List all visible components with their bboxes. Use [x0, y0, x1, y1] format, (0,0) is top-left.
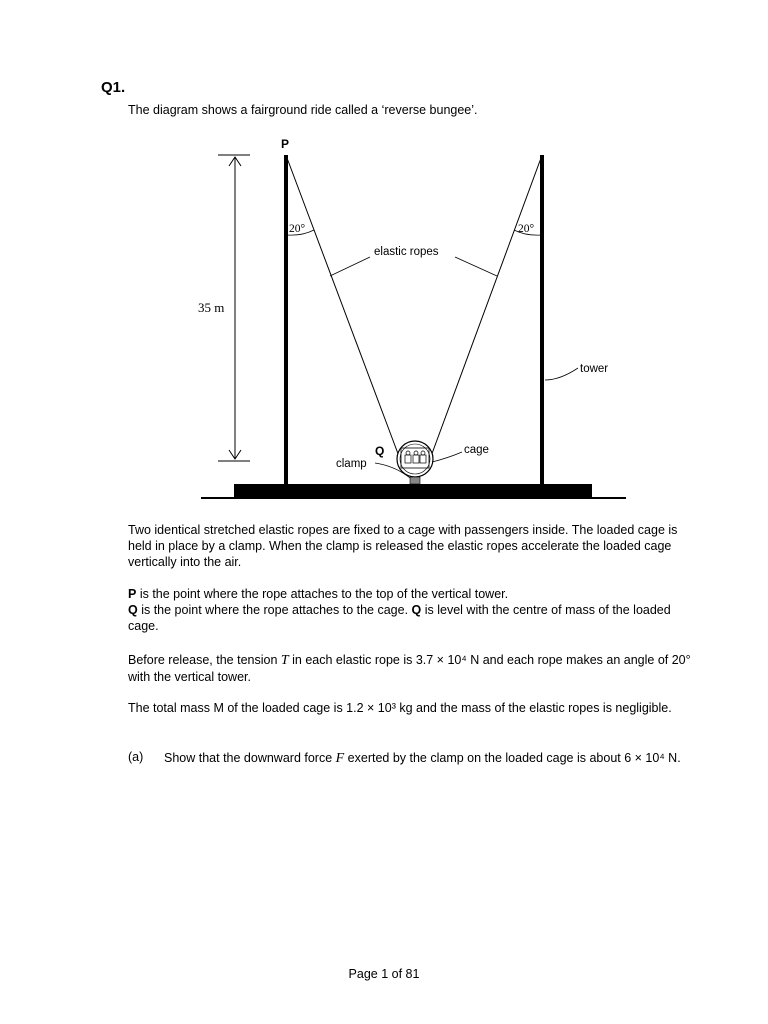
- force-symbol: F: [335, 751, 345, 766]
- paragraph-tension: [128, 652, 698, 685]
- paragraph-ropes: Two identical stretched elastic ropes are fixed to a cage with passengers inside. The loaded cage is held in place by a clamp. When the clamp is released the elastic ropes accelerate the loaded cage vertically into the air.: [128, 523, 678, 569]
- q-description: is the point where the rope attaches to the cage.: [137, 603, 412, 617]
- reverse-bungee-diagram: [0, 130, 768, 510]
- paragraph-point-p: [128, 586, 698, 602]
- height-label: 35 m: [198, 300, 225, 315]
- tension-symbol: T: [280, 653, 289, 668]
- paragraph-point-q: [128, 602, 698, 634]
- right-tower: [540, 155, 544, 485]
- point-q-label: Q: [375, 444, 385, 458]
- tower-label: tower: [580, 363, 609, 375]
- question-intro: The diagram shows a fairground ride called a ‘reverse bungee’.: [128, 103, 478, 117]
- paragraph-mass: The total mass M of the loaded cage is 1.2 × 10³ kg and the mass of the elastic ropes is negligible.: [128, 701, 672, 715]
- q-description-2: is level with the centre of mass of the loaded cage.: [128, 603, 671, 633]
- question-number: Q1.: [101, 79, 126, 96]
- point-p-label: P: [281, 137, 290, 151]
- clamp: [410, 477, 420, 484]
- tension-text-b: in each elastic rope is 3.7 × 10⁴ N and each rope makes an angle of 20° with the vertical tower.: [128, 653, 691, 684]
- left-tower: [284, 155, 288, 485]
- part-a-text-a: Show that the downward force: [164, 751, 336, 765]
- right-elastic-rope: [430, 158, 541, 459]
- part-a-text-b: exerted by the clamp on the loaded cage is about 6 × 10⁴ N.: [344, 751, 681, 765]
- part-a-text: [164, 750, 704, 767]
- part-a-label: (a): [128, 750, 144, 764]
- p-description: is the point where the rope attaches to the top of the vertical tower.: [136, 587, 509, 601]
- bold-q-2: Q: [411, 603, 422, 617]
- tension-text-a: Before release, the tension: [128, 653, 281, 667]
- cage-label: cage: [464, 444, 489, 456]
- left-elastic-rope: [287, 158, 400, 459]
- left-angle-label: 20°: [289, 223, 306, 235]
- bold-q: Q: [128, 603, 138, 617]
- cage: [397, 441, 433, 477]
- clamp-label: clamp: [336, 458, 367, 470]
- elastic-ropes-label: elastic ropes: [374, 246, 439, 258]
- right-angle-label: 20°: [518, 223, 535, 235]
- page-footer: Page 1 of 81: [348, 967, 420, 981]
- bold-p: P: [128, 587, 137, 601]
- base-platform: [234, 484, 592, 498]
